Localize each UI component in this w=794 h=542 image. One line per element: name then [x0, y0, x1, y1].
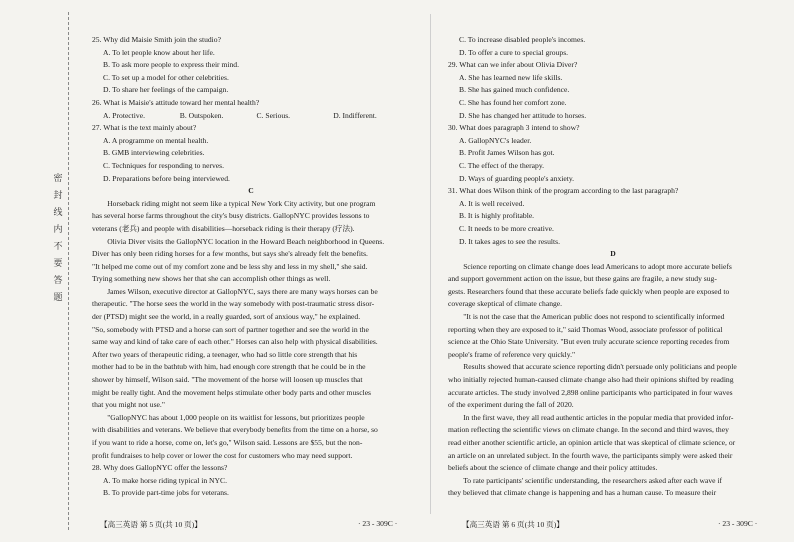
binding-char: 密	[53, 173, 63, 183]
question-28-option-d: D. To offer a cure to special groups.	[459, 47, 569, 57]
passage-line: Results showed that accurate science reporting didn't persuade only politicians and people	[463, 362, 737, 372]
passage-line: "It helped me come out of my comfort zone and be less shy and less in my shell," she said.	[92, 261, 368, 271]
question-30-option-b: B. Profit James Wilson has got.	[459, 148, 555, 158]
passage-line: with disabilities and veterans. We believe that everybody benefits from the time on a horse, so	[92, 425, 378, 435]
passage-line: "So, somebody with PTSD and a horse can sort of partner together and see the world in the	[92, 324, 369, 334]
passage-line: therapeutic. "The horse sees the world in the way somebody with post-traumatic stress disor-	[92, 299, 375, 309]
passage-line: they believed that climate change is happening and has a human cause. To measure their	[448, 488, 717, 498]
question-28-option-c: C. To increase disabled people's incomes.	[459, 35, 586, 44]
binding-char: 封	[53, 190, 63, 200]
passage-line: coverage skeptical of climate change.	[448, 299, 563, 309]
question-25-option-a: A. To let people know about her life.	[103, 47, 215, 57]
question-26-option-b: B. Outspoken.	[179, 110, 224, 120]
page-divider	[430, 14, 431, 514]
question-28-option-a: A. To make horse riding typical in NYC.	[103, 475, 227, 485]
page-5-column	[92, 34, 410, 500]
passage-line: an article on an unrelated subject. In the fourth wave, the participants simply were asked their	[448, 450, 733, 460]
passage-line: read either another scientific article, an opinion article that was skeptical of climate science, or	[448, 438, 736, 447]
question-30-option-c: C. The effect of the therapy.	[459, 160, 545, 170]
binding-margin	[0, 0, 70, 542]
page-5-code: · 23 - 309C ·	[358, 519, 398, 528]
question-31-option-d: D. It takes ages to see the results.	[459, 236, 561, 246]
passage-line: Diver has only been riding horses for a few months, but says she's already felt the benefits.	[92, 249, 368, 259]
question-27-option-a: A. A programme on mental health.	[103, 135, 209, 145]
passage-line: mother had to be in the bathtub with him, had enough core strength that he could be in the	[92, 362, 366, 372]
passage-line: In the first wave, they all read authentic articles in the popular media that provided infor-	[463, 412, 734, 422]
page-6-footer: 【高三英语 第 6 页(共 10 页)】	[462, 520, 564, 529]
question-29-stem: 29. What can we infer about Olivia Diver?	[448, 60, 578, 70]
question-28-option-b: B. To provide part-time jobs for veterans.	[103, 488, 229, 498]
passage-line: To rate participants' scientific understanding, the researchers asked after each wave if	[463, 475, 723, 485]
page-6-code: · 23 - 309C ·	[718, 519, 758, 528]
passage-line: gests. Researchers found that these accurate beliefs fade quickly when people are exposed to	[448, 286, 730, 296]
question-30-option-d: D. Ways of guarding people's anxiety.	[459, 173, 575, 183]
question-26-option-a: A. Protective.	[103, 110, 145, 120]
question-31-stem: 31. What does Wilson think of the program according to the last paragraph?	[448, 186, 679, 196]
passage-line: beliefs about the science of climate change and their policy attitudes.	[448, 463, 658, 473]
question-29-option-d: D. She has changed her attitude to horses.	[459, 110, 587, 120]
passage-line: same way and kind of take care of each other." Horses can also help with physical disabilities.	[92, 337, 378, 347]
passage-line: "It is not the case that the American public does not respond to scientifically informed	[463, 312, 725, 322]
question-27-option-b: B. GMB interviewing celebrities.	[103, 148, 205, 158]
question-28-stem: 28. Why does GallopNYC offer the lessons?	[92, 463, 228, 473]
page-5-footer: 【高三英语 第 5 页(共 10 页)】	[100, 520, 202, 529]
question-25-option-b: B. To ask more people to express their mind.	[103, 60, 239, 70]
question-25-option-d: D. To share her feelings of the campaign.	[103, 85, 229, 95]
binding-dashed-line	[68, 12, 69, 530]
binding-char: 内	[53, 224, 63, 234]
binding-char: 线	[53, 207, 63, 217]
passage-line: science at the Ohio State University. "But even truly accurate science reporting recedes from	[448, 337, 730, 347]
passage-line: veterans (老兵) and people with disabilities—horseback riding is their therapy (疗法).	[92, 223, 355, 233]
passage-line: Horseback riding might not seem like a typical New York City activity, but one program	[107, 198, 376, 208]
passage-line: After two years of therapeutic riding, a teenager, who had so little core strength that his	[92, 349, 358, 359]
section-c-heading: C	[248, 186, 254, 196]
binding-char: 不	[53, 241, 63, 251]
question-30-stem: 30. What does paragraph 3 intend to show?	[448, 123, 580, 133]
question-26-stem: 26. What is Maisie's attitude toward her mental health?	[92, 97, 260, 107]
question-25-stem: 25. Why did Maisie Smith join the studio?	[92, 35, 221, 44]
question-27-stem: 27. What is the text mainly about?	[92, 123, 197, 133]
question-31-option-c: C. It needs to be more creative.	[459, 223, 554, 233]
question-29-option-a: A. She has learned new life skills.	[459, 72, 563, 82]
question-26-options	[92, 110, 410, 123]
question-25-option-c: C. To set up a model for other celebrities.	[103, 72, 229, 82]
section-d-heading: D	[610, 249, 616, 259]
passage-d	[448, 261, 778, 500]
question-30-option-a: A. GallopNYC's leader.	[459, 135, 532, 145]
passage-line: Trying something new shows her that she can accomplish other things as well.	[92, 274, 331, 284]
passage-line: der (PTSD) might see the world, in a really guarded, sort of anxious way," he explained.	[92, 312, 361, 322]
passage-line: and support government action on the issue, but these gains are fragile, a new study sug-	[448, 274, 717, 284]
question-31-option-a: A. It is well received.	[459, 198, 525, 208]
passage-line: mation reflecting the scientific views on climate change. In the second and third waves, they	[448, 425, 729, 435]
passage-line: Science reporting on climate change does lead Americans to adopt more accurate beliefs	[463, 261, 732, 271]
passage-line: "GallopNYC has about 1,000 people on its waitlist for lessons, but prioritizes people	[107, 412, 365, 422]
passage-line: accurate articles. The study involved 2,898 online participants who participated in four waves	[448, 387, 733, 397]
passage-line: people's frame of reference very quickly."	[448, 349, 576, 359]
question-29-option-b: B. She has gained much confidence.	[459, 85, 570, 95]
passage-line: of the experiment during the fall of 2020.	[448, 400, 574, 410]
question-27-option-d: D. Preparations before being interviewed.	[103, 173, 230, 183]
passage-line: who initially rejected human-caused climate change also had their opinions shifted by reading	[448, 375, 734, 385]
passage-line: if you want to ride a horse, come on, let's go," Wilson said. Lessons are $55, but the non-	[92, 438, 363, 447]
question-29-option-c: C. She has found her comfort zone.	[459, 97, 567, 107]
page-6-column	[448, 34, 778, 500]
passage-line: reporting when they are exposed to it," said Thomas Wood, associate professor of political	[448, 324, 723, 334]
binding-notice	[50, 170, 66, 306]
passage-line: profit fundraises to help cover or lower the cost for customers who may need support.	[92, 450, 353, 460]
binding-char: 题	[53, 292, 63, 302]
question-26-option-c: C. Serious.	[256, 110, 291, 120]
binding-char: 答	[53, 275, 63, 285]
passage-line: shower by himself, Wilson said. "The movement of the horse will loosen up muscles that	[92, 375, 363, 385]
passage-line: James Wilson, executive director at GallopNYC, says there are many ways horses can be	[107, 286, 378, 296]
binding-char: 要	[53, 258, 63, 268]
question-26-option-d: D. Indifferent.	[333, 110, 377, 120]
passage-c	[92, 198, 410, 462]
question-31-option-b: B. It is highly profitable.	[459, 211, 535, 221]
passage-line: might be really tight. And the movement helps stimulate other body parts and other muscles	[92, 387, 372, 397]
question-27-option-c: C. Techniques for responding to nerves.	[103, 160, 225, 170]
passage-line: that you might not use."	[92, 400, 165, 410]
passage-line: Olivia Diver visits the GallopNYC location in the Howard Beach neighborhood in Queens.	[107, 236, 385, 246]
passage-line: has several horse farms throughout the city's busy districts. GallopNYC provides lessons to	[92, 211, 370, 221]
